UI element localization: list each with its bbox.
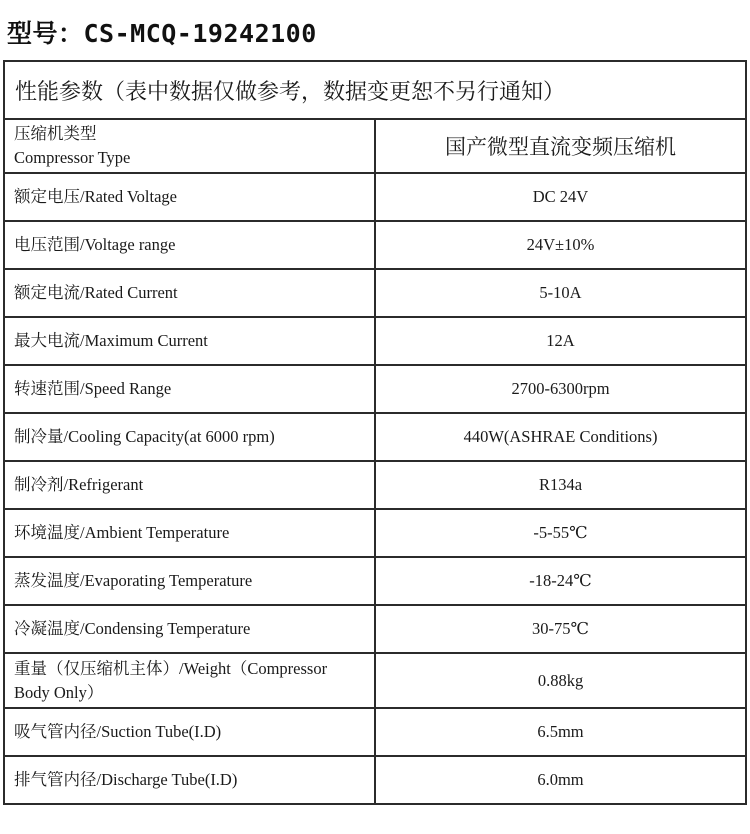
param-cell: 电压范围/Voltage range [4,221,375,269]
value-cell: 0.88kg [375,653,746,708]
table-row [4,365,746,413]
param-cell [4,119,375,173]
value-cell: -18-24℃ [375,557,746,605]
param-cell: 冷凝温度/Condensing Temperature [4,605,375,653]
table-row [4,221,746,269]
param-cell: 额定电流/Rated Current [4,269,375,317]
value-cell: 24V±10% [375,221,746,269]
table-caption-row [4,61,746,119]
value-cell: 12A [375,317,746,365]
table-row [4,413,746,461]
value-cell: 6.5mm [375,708,746,756]
value-cell: 440W(ASHRAE Conditions) [375,413,746,461]
value-cell: 国产微型直流变频压缩机 [375,119,746,173]
table-row [4,756,746,804]
spec-table [3,60,747,805]
param-cell: 蒸发温度/Evaporating Temperature [4,557,375,605]
value-cell: 5-10A [375,269,746,317]
table-row [4,317,746,365]
value-cell: -5-55℃ [375,509,746,557]
param-cell: 最大电流/Maximum Current [4,317,375,365]
table-row [4,173,746,221]
table-row [4,557,746,605]
value-cell: R134a [375,461,746,509]
param-label-line2: Body Only） [14,682,104,702]
param-cell: 额定电压/Rated Voltage [4,173,375,221]
param-cell [4,653,375,708]
table-row [4,708,746,756]
table-caption: 性能参数（表中数据仅做参考，数据变更恕不另行通知） [4,61,746,119]
table-row [4,269,746,317]
param-cell: 制冷剂/Refrigerant [4,461,375,509]
value-cell: DC 24V [375,173,746,221]
value-cell: 6.0mm [375,756,746,804]
param-cell: 环境温度/Ambient Temperature [4,509,375,557]
param-cell: 排气管内径/Discharge Tube(I.D) [4,756,375,804]
value-cell: 30-75℃ [375,605,746,653]
table-row [4,605,746,653]
value-cell: 2700-6300rpm [375,365,746,413]
param-cell: 吸气管内径/Suction Tube(I.D) [4,708,375,756]
param-label-en: Compressor Type [14,148,131,167]
table-row [4,509,746,557]
param-label-line1: 重量（仅压缩机主体）/Weight（Compressor [14,658,328,678]
table-row [4,119,746,173]
table-row [4,461,746,509]
param-label-cn: 压缩机类型 [14,124,97,143]
table-row [4,653,746,708]
param-cell: 转速范围/Speed Range [4,365,375,413]
model-title: 型号：CS-MCQ-19242100 [7,19,317,48]
param-cell: 制冷量/Cooling Capacity(at 6000 rpm) [4,413,375,461]
